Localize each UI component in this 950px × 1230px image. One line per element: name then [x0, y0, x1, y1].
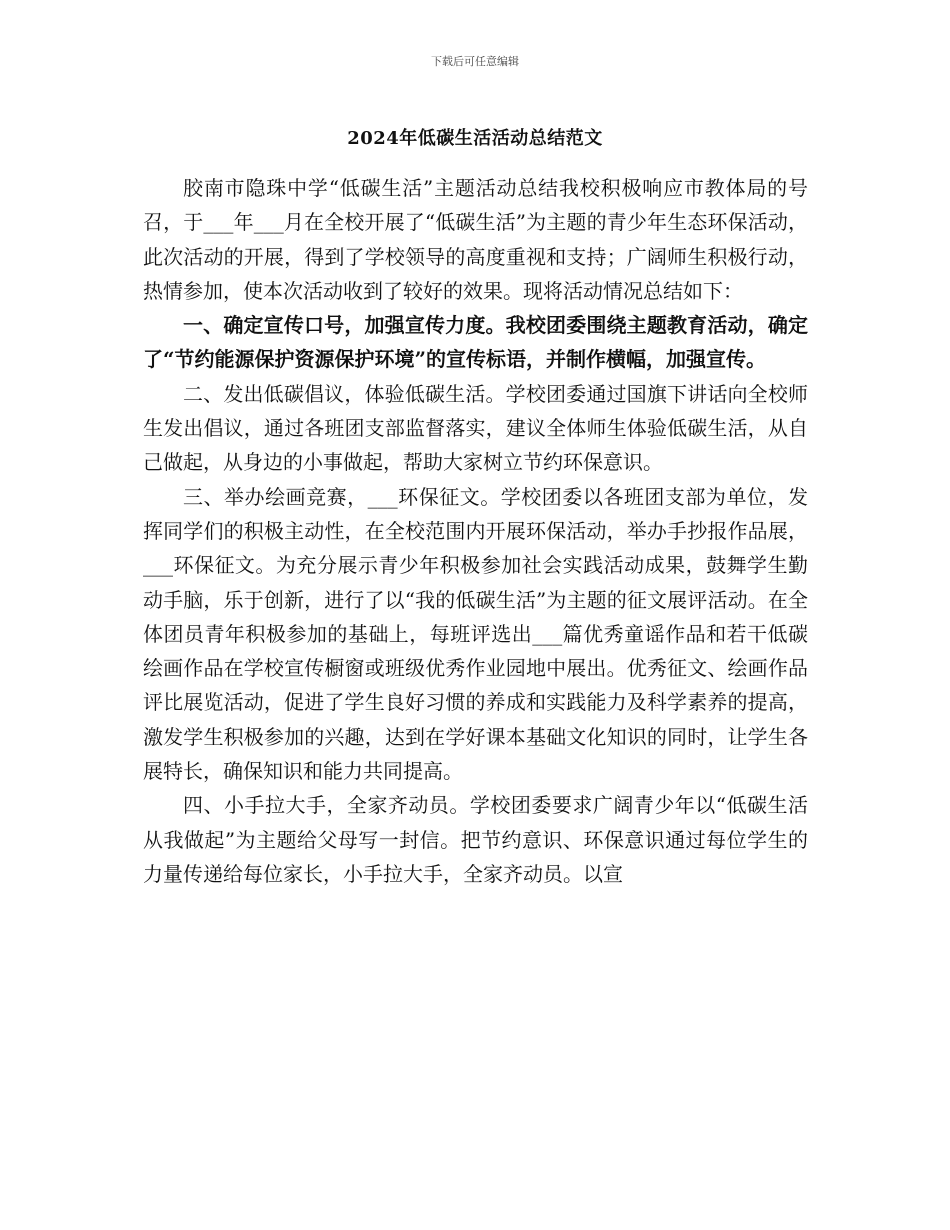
paragraph-section-1: 一、确定宣传口号，加强宣传力度。我校团委围绕主题教育活动，确定了“节约能源保护资源保护环境”的宣传标语，并制作横幅，加强宣传。	[143, 313, 808, 372]
paragraph-section-2: 二、发出低碳倡议，体验低碳生活。学校团委通过国旗下讲话向全校师生发出倡议，通过各班团支部监督落实，建议全体师生体验低碳生活，从自己做起，从身边的小事做起，帮助大家树立节约环保意识。	[143, 381, 808, 475]
paragraph-intro: 胶南市隐珠中学“低碳生活”主题活动总结我校积极响应市教体局的号召，于___年___月在全校开展了“低碳生活”为主题的青少年生态环保活动，此次活动的开展，得到了学校领导的高度重视和支持；广阔师生积极行动，热情参加，使本次活动收到了较好的效果。现将活动情况总结如下：	[143, 176, 808, 303]
paragraph-section-4: 四、小手拉大手，全家齐动员。学校团委要求广阔青少年以“低碳生活从我做起”为主题给父母写一封信。把节约意识、环保意识通过每位学生的力量传递给每位家长，小手拉大手，全家齐动员。以宣	[143, 793, 808, 886]
paragraph-section-3: 三、举办绘画竞赛，___环保征文。学校团委以各班团支部为单位，发挥同学们的积极主动性，在全校范围内开展环保活动，举办手抄报作品展，___环保征文。为充分展示青少年积极参加社会实践活动成果，鼓舞学生勤动手脑，乐于创新，进行了以“我的低碳生活”为主题的征文展评活动。在全体团员青年积极参加的基础上，每班评选出___篇优秀童谣作品和若干低碳绘画作品在学校宣传橱窗或班级优秀作业园地中展出。优秀征文、绘画作品评比展览活动，促进了学生良好习惯的养成和实践能力及科学素养的提高，激发学生积极参加的兴趣，达到在学好课本基础文化知识的同时，让学生各展特长，确保知识和能力共同提高。	[143, 484, 808, 784]
page-header-note: 下载后可任意编辑	[431, 55, 519, 68]
document-title: 2024年低碳生活活动总结范文	[347, 128, 603, 149]
document-body	[143, 171, 808, 891]
